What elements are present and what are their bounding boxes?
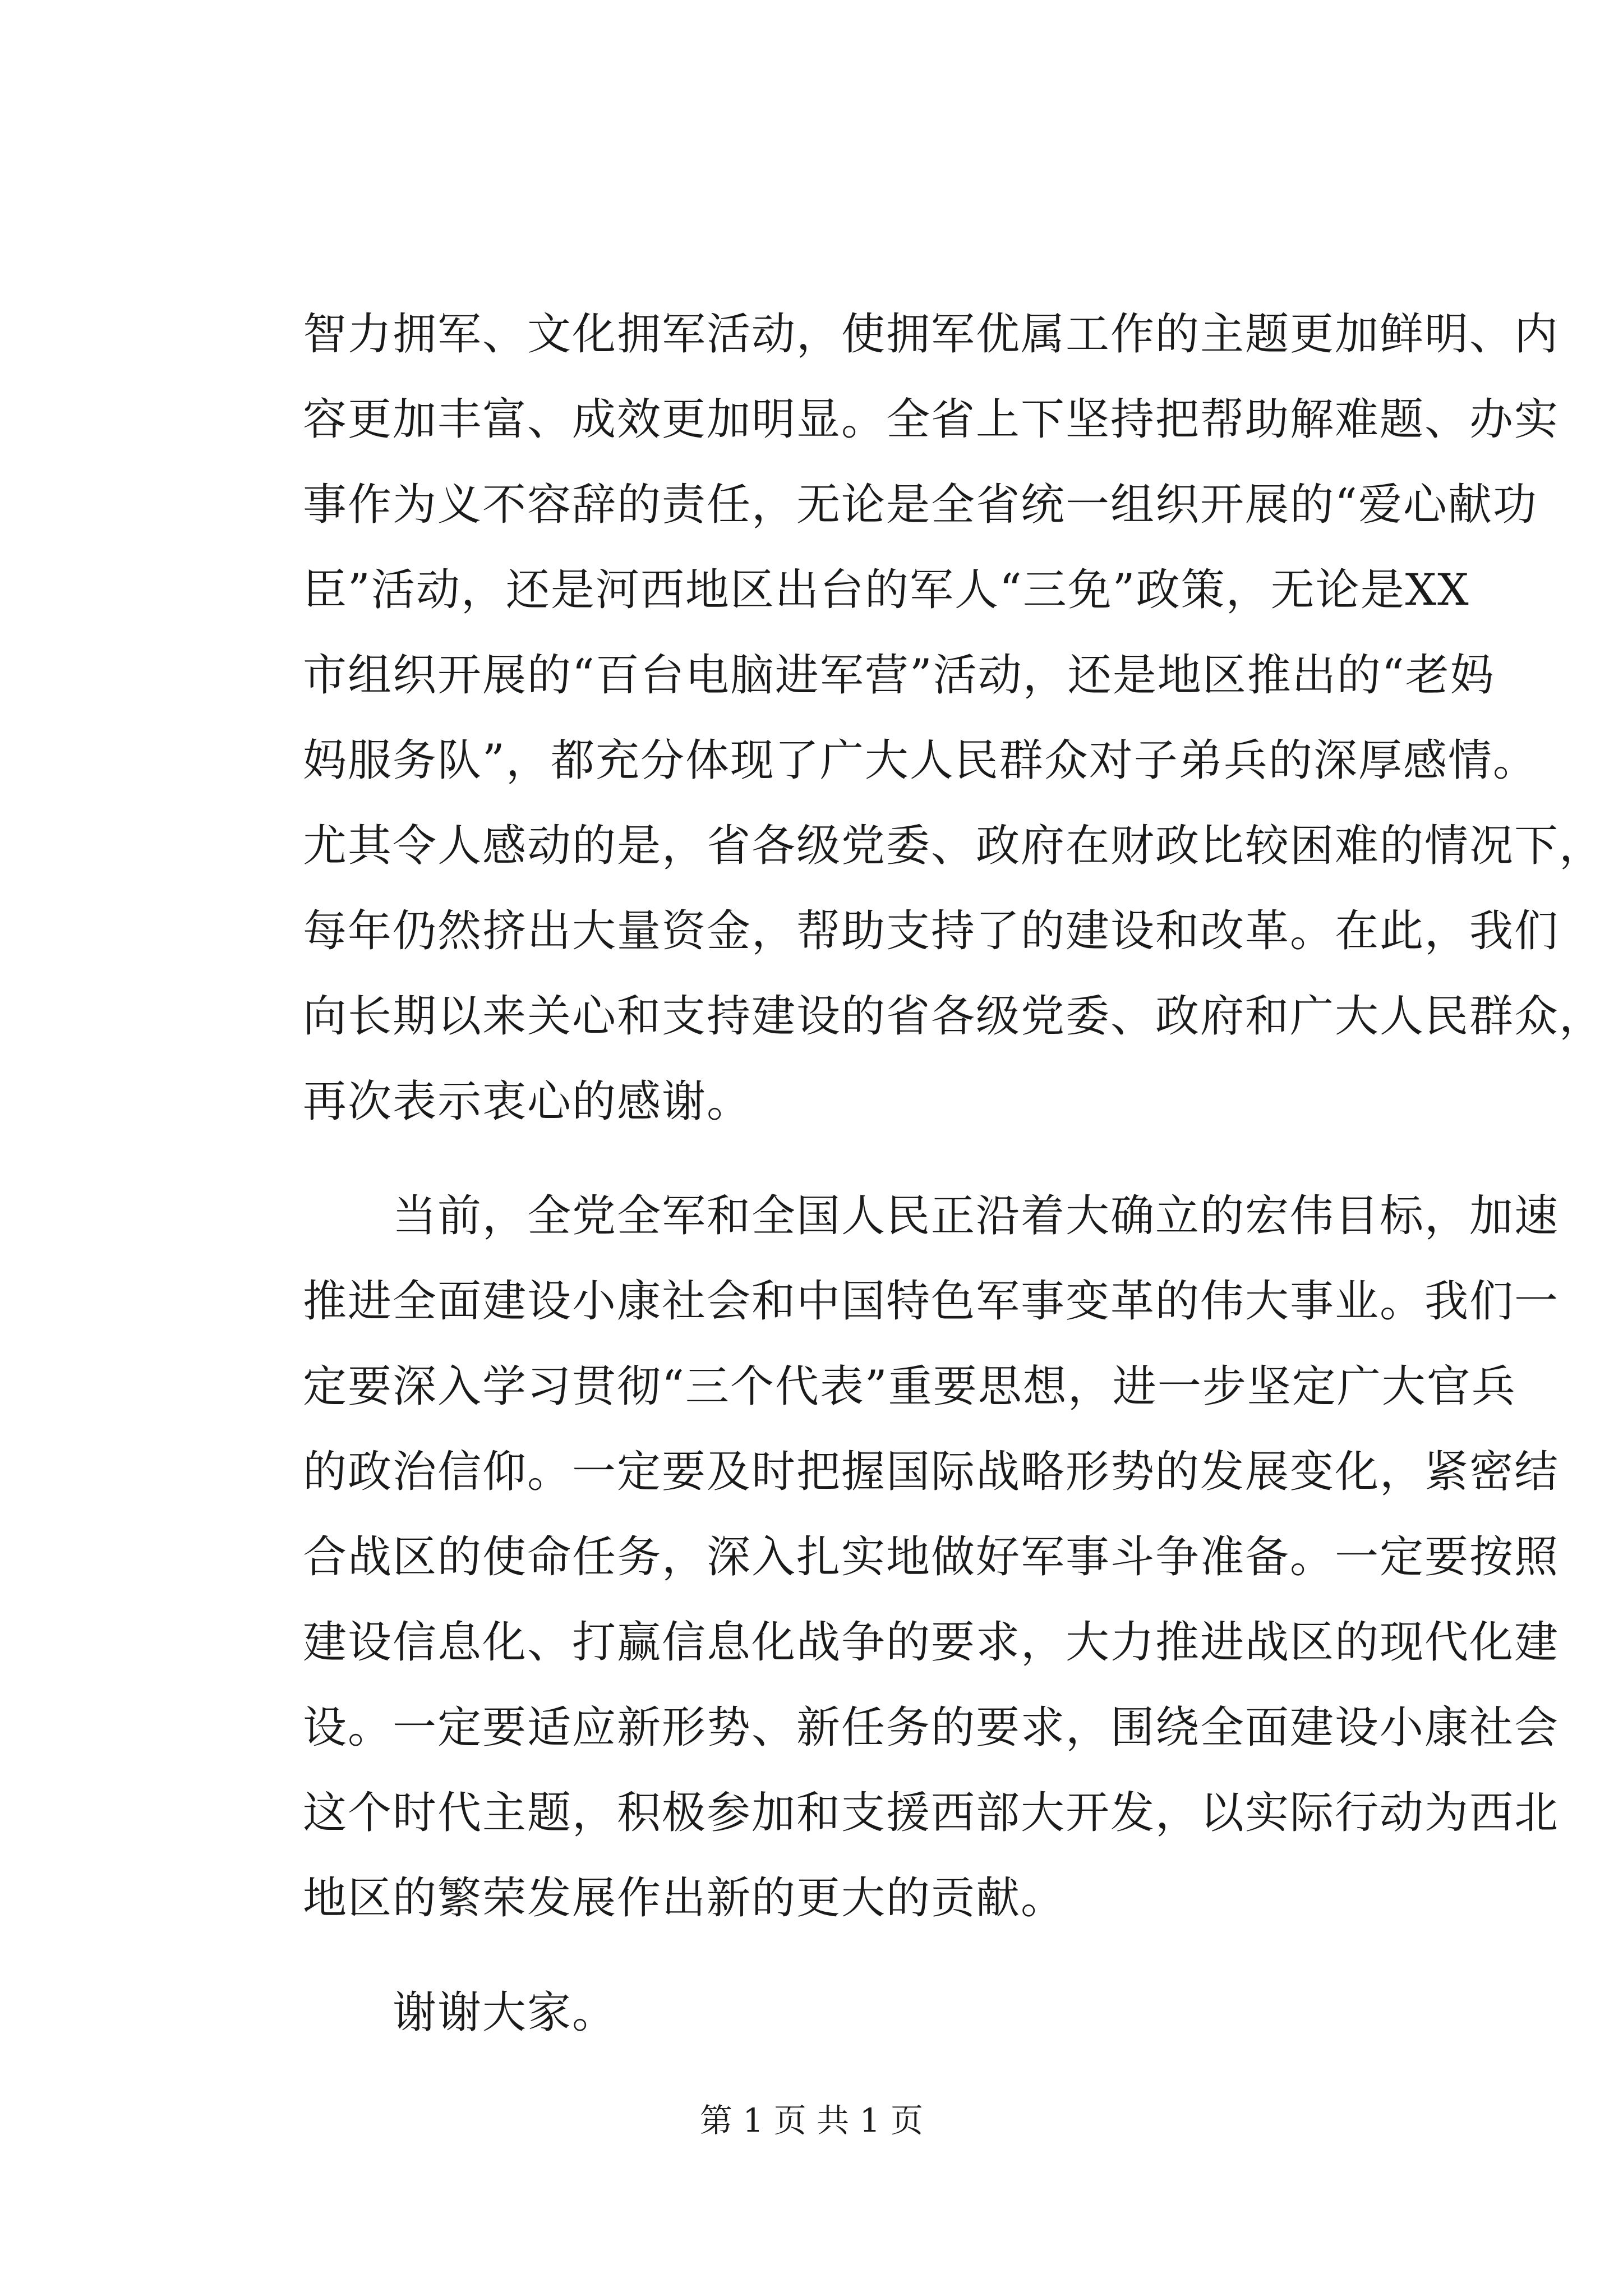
text-line: 建设信息化、打赢信息化战争的要求，大力推进战区的现代化建	[303, 1617, 1560, 1668]
text-line: 再次表示衷心的感谢。	[303, 1076, 752, 1127]
text-line: 这个时代主题，积极参加和支援西部大开发，以实际行动为西北	[303, 1788, 1560, 1838]
text-line: 合战区的使命任务，深入扎实地做好军事斗争准备。一定要按照	[303, 1532, 1560, 1582]
text-line: 设。一定要适应新形势、新任务的要求，围绕全面建设小康社会	[303, 1703, 1560, 1753]
text-line: 当前，全党全军和全国人民正沿着大确立的宏伟目标，加速	[393, 1191, 1560, 1241]
text-line: 推进全面建设小康社会和中国特色军事变革的伟大事业。我们一	[303, 1276, 1560, 1327]
document-body	[303, 292, 1604, 2055]
text-line: 谢谢大家。	[393, 1987, 617, 2038]
text-line: 定要深入学习贯彻“三个代表”重要思想，进一步坚定广大官兵	[303, 1361, 1516, 1412]
text-line: 智力拥军、文化拥军活动，使拥军优属工作的主题更加鲜明、内	[303, 309, 1560, 360]
text-line: 每年仍然挤出大量资金，帮助支持了的建设和改革。在此，我们	[303, 906, 1560, 956]
text-line: 的政治信仰。一定要及时把握国际战略形势的发展变化，紧密结	[303, 1447, 1560, 1497]
text-line: 事作为义不容辞的责任，无论是全省统一组织开展的“爱心献功	[303, 480, 1538, 530]
text-line: 向长期以来关心和支持建设的省各级党委、政府和广大人民群众，	[303, 991, 1604, 1042]
text-line: 地区的繁荣发展作出新的更大的贡献。	[303, 1873, 1066, 1924]
paragraph	[303, 1970, 1419, 2055]
paragraph	[303, 292, 1604, 1144]
paragraph-gap	[303, 1941, 1419, 1970]
text-line: 妈服务队”，都充分体现了广大人民群众对子弟兵的深厚感情。	[303, 735, 1538, 786]
text-line: 臣”活动，还是河西地区出台的军人“三免”政策，无论是XX	[303, 565, 1470, 615]
page-footer: 第 1 页 共 1 页	[700, 2101, 923, 2139]
text-line: 尤其令人感动的是，省各级党委、政府在财政比较困难的情况下，	[303, 821, 1604, 871]
text-line: 市组织开展的“百台电脑进军营”活动，还是地区推出的“老妈	[303, 650, 1495, 701]
paragraph-gap	[303, 1144, 1419, 1174]
paragraph	[303, 1174, 1560, 1941]
text-line: 容更加丰富、成效更加明显。全省上下坚持把帮助解难题、办实	[303, 394, 1560, 445]
